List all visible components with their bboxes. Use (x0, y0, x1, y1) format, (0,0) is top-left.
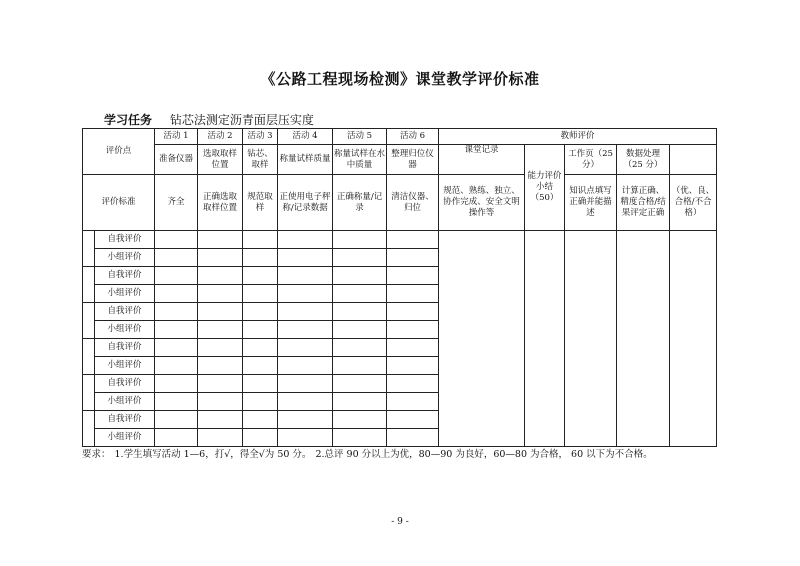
group-eval-label: 小组评价 (95, 249, 155, 267)
activity-header: 活动 2 (198, 129, 243, 145)
criteria-cell: 正确称量/记录 (333, 175, 387, 231)
page-title: 《公路工程现场检测》课堂教学评价标准 (260, 70, 540, 88)
learning-task (104, 111, 314, 128)
group-eval-label: 小组评价 (95, 357, 155, 375)
data-criteria: 计算正确、精度合格/结果评定正确 (617, 175, 670, 231)
self-eval-label: 自我评价 (95, 339, 155, 357)
requirement-item-2: 2.总评 90 分以上为优，80—90 为良好，60—80 为合格， 60 以下为不合格。 (315, 449, 653, 460)
classroom-record-cell (439, 231, 525, 447)
activity-item: 称量试样在水中质量 (333, 145, 387, 175)
activity-header: 活动 6 (387, 129, 439, 145)
self-eval-label: 自我评价 (95, 411, 155, 429)
classroom-record-header: 课堂记录 (439, 145, 525, 175)
learning-task-label: 学习任务 (104, 113, 153, 127)
requirement-item-1: 1.学生填写活动 1—6，打√，得全√为 50 分。 (114, 449, 312, 460)
eval-point-header: 评价点 (83, 129, 155, 175)
activity-item: 准备仪器 (155, 145, 198, 175)
classroom-criteria: 规范、熟练、独立、协作完成、安全文明操作等 (439, 175, 525, 231)
self-eval-label: 自我评价 (95, 303, 155, 321)
criteria-cell: 规范取样 (243, 175, 278, 231)
activity-item: 钻芯、取样 (243, 145, 278, 175)
group-eval-label: 小组评价 (95, 321, 155, 339)
requirements-note (82, 446, 657, 460)
group-eval-label: 小组评价 (95, 393, 155, 411)
evaluation-table (82, 128, 717, 447)
self-eval-label: 自我评价 (95, 267, 155, 285)
activity-item: 称量试样质量 (278, 145, 333, 175)
page-number: - 9 - (391, 517, 409, 527)
requirements-label: 要求： (82, 449, 111, 460)
activity-item: 整理归位仪器 (387, 145, 439, 175)
criteria-cell: 正确选取取样位置 (198, 175, 243, 231)
self-eval-label: 自我评价 (95, 375, 155, 393)
learning-task-value: 钻芯法测定沥青面层压实度 (169, 113, 314, 127)
data-processing-cell (617, 231, 670, 447)
data-processing-header: 数据处理（25 分） (617, 145, 670, 175)
group-eval-label: 小组评价 (95, 285, 155, 303)
grade-options: （优、良、合格/不合格） (670, 175, 717, 231)
worksheet-criteria: 知识点填写正确并能描述 (565, 175, 617, 231)
group-eval-label: 小组评价 (95, 429, 155, 447)
criteria-cell: 清洁仪器、归位 (387, 175, 439, 231)
grade-cell (670, 231, 717, 447)
teacher-eval-header: 教师评价 (439, 129, 717, 145)
ability-eval-header: 能力评价小结（50） (525, 145, 565, 231)
activity-header: 活动 4 (278, 129, 333, 145)
activity-header: 活动 5 (333, 129, 387, 145)
ability-eval-cell (525, 231, 565, 447)
worksheet-header: 工作页（25 分） (565, 145, 617, 175)
activity-item: 选取取样位置 (198, 145, 243, 175)
criteria-cell: 齐全 (155, 175, 198, 231)
worksheet-cell (565, 231, 617, 447)
self-eval-label: 自我评价 (95, 231, 155, 249)
criteria-cell: 正使用电子秤称/记录数据 (278, 175, 333, 231)
criteria-label: 评价标准 (83, 175, 155, 231)
activity-header: 活动 3 (243, 129, 278, 145)
activity-header: 活动 1 (155, 129, 198, 145)
